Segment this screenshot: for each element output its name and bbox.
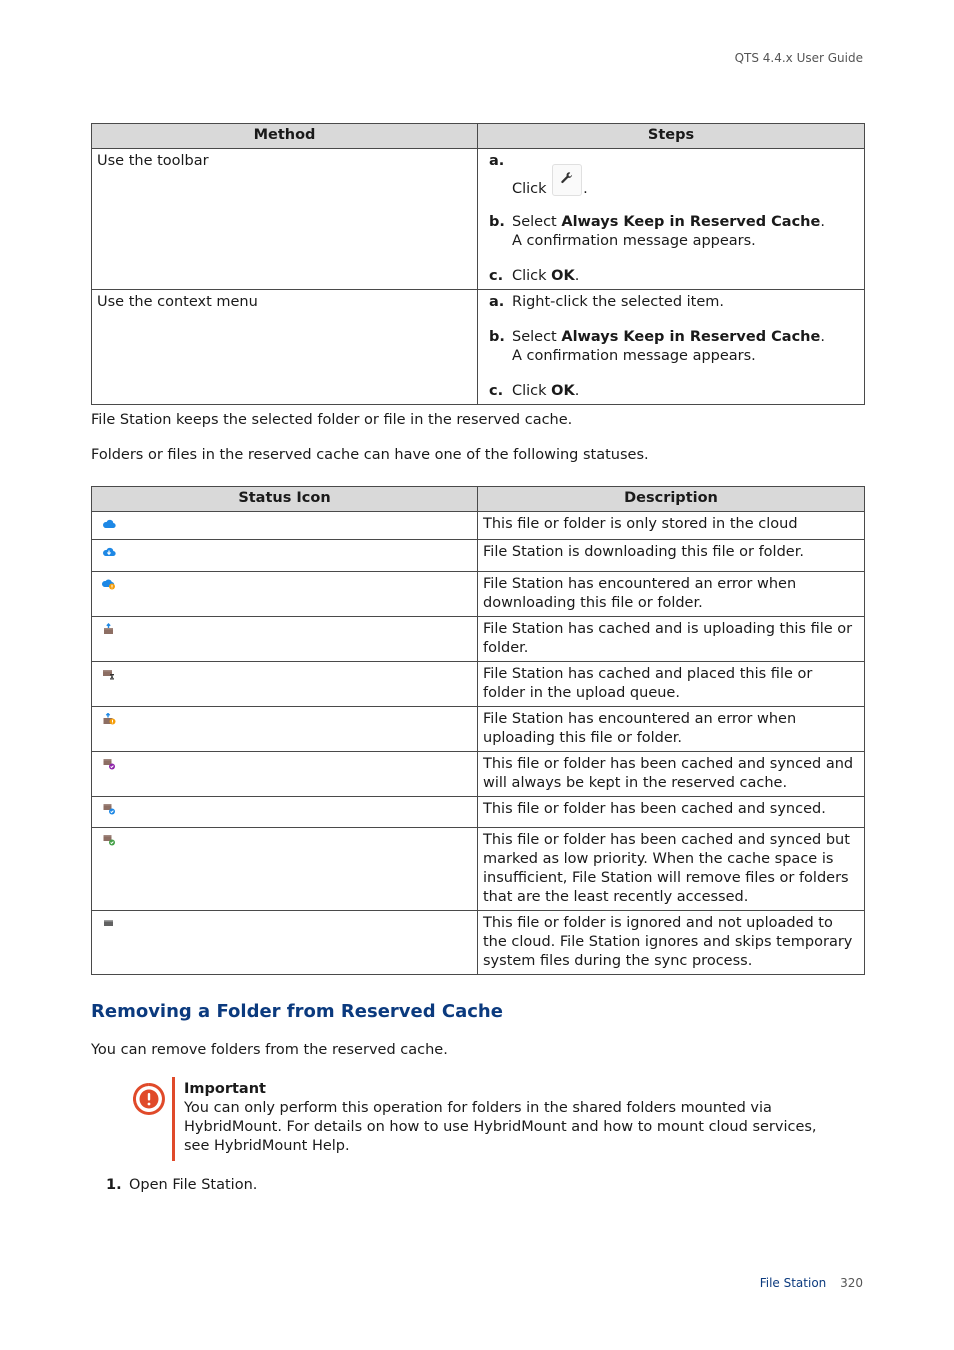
ignored-icon — [102, 917, 116, 929]
step-text: Select — [512, 329, 562, 345]
status-description: This file or folder is only stored in the cloud — [478, 512, 865, 540]
step-text-post: . — [583, 181, 588, 197]
result-paragraph: File Station keeps the selected folder or file in the reserved cache. — [91, 412, 573, 428]
step-text: Click — [512, 268, 552, 284]
step-item — [489, 213, 859, 251]
status-description: This file or folder is ignored and not uploaded to the cloud. File Station ignores and skips temporary system files during the sync process. — [478, 911, 865, 975]
upload-icon — [102, 623, 116, 635]
step-letter: a. — [489, 153, 505, 169]
footer-section-link[interactable]: File Station — [759, 1276, 827, 1290]
table-row — [92, 797, 865, 828]
method-table — [91, 123, 865, 405]
more-actions-button[interactable] — [552, 164, 582, 196]
low-priority-synced-icon — [102, 834, 116, 846]
table-row — [92, 828, 865, 911]
synced-icon — [102, 803, 116, 815]
wrench-icon — [560, 171, 574, 185]
step-bold: Always Keep in Reserved Cache — [561, 214, 821, 230]
step-item — [489, 267, 859, 286]
step-letter: b. — [489, 329, 505, 345]
method-header: Method — [92, 124, 478, 149]
table-row — [92, 911, 865, 975]
table-row — [92, 752, 865, 797]
step-text-post: . — [820, 214, 825, 230]
always-kept-synced-icon — [102, 758, 116, 770]
status-description: File Station has cached and is uploading this file or folder. — [478, 617, 865, 662]
upload-queue-icon — [102, 668, 116, 680]
step-item — [489, 152, 859, 199]
section-intro: You can remove folders from the reserved cache. — [91, 1042, 448, 1058]
step-letter: c. — [489, 268, 504, 284]
guide-title: QTS 4.4.x User Guide — [734, 51, 863, 65]
table-row — [92, 617, 865, 662]
status-icon-header: Status Icon — [92, 487, 478, 512]
table-row — [92, 662, 865, 707]
step-text: Right-click the selected item. — [512, 294, 725, 310]
table-row — [92, 540, 865, 572]
step-text: Click — [512, 181, 547, 197]
method-cell: Use the context menu — [92, 290, 478, 405]
table-row — [92, 290, 865, 405]
status-description: This file or folder has been cached and synced and will always be kept in the reserved cache. — [478, 752, 865, 797]
step-text: Click — [512, 383, 552, 399]
step-text: Open File Station. — [129, 1177, 258, 1193]
description-header: Description — [478, 487, 865, 512]
method-table-wrapper — [91, 123, 864, 405]
status-description: File Station is downloading this file or folder. — [478, 540, 865, 572]
upload-error-icon — [102, 713, 116, 725]
step-item — [489, 293, 859, 312]
table-row — [92, 512, 865, 540]
statuses-paragraph: Folders or files in the reserved cache can have one of the following statuses. — [91, 447, 649, 463]
important-title: Important — [184, 1081, 266, 1097]
steps-header: Steps — [478, 124, 865, 149]
step-letter: b. — [489, 214, 505, 230]
table-row — [92, 149, 865, 290]
method-cell: Use the toolbar — [92, 149, 478, 290]
section-title: Removing a Folder from Reserved Cache — [91, 1001, 503, 1022]
step-note: A confirmation message appears. — [512, 348, 756, 364]
step-bold: Always Keep in Reserved Cache — [561, 329, 821, 345]
step-bold: OK — [551, 383, 575, 399]
step-bold: OK — [551, 268, 575, 284]
callout-accent-bar — [172, 1077, 175, 1161]
status-description: This file or folder has been cached and synced. — [478, 797, 865, 828]
step-note: A confirmation message appears. — [512, 233, 756, 249]
status-table — [91, 486, 865, 975]
step-letter: a. — [489, 294, 505, 310]
step-text: Select — [512, 214, 562, 230]
step-letter: c. — [489, 383, 504, 399]
important-callout — [133, 1077, 823, 1161]
table-row — [92, 572, 865, 617]
step-number: 1. — [106, 1177, 122, 1193]
step-item — [489, 382, 859, 401]
page-number: 320 — [840, 1276, 863, 1290]
cloud-icon — [102, 518, 116, 530]
step-text-post: . — [574, 383, 580, 399]
cloud-download-error-icon — [102, 578, 116, 590]
step-item — [489, 328, 859, 366]
status-description: File Station has encountered an error when uploading this file or folder. — [478, 707, 865, 752]
status-description: This file or folder has been cached and synced but marked as low priority. When the cache space is insufficient, File Station will remove files or folders that are the least recently accessed. — [478, 828, 865, 911]
step-text-post: . — [574, 268, 580, 284]
page-footer — [760, 1276, 863, 1290]
cloud-download-icon — [102, 546, 116, 558]
list-item — [106, 1177, 257, 1193]
step-text-post: . — [820, 329, 825, 345]
important-text: You can only perform this operation for folders in the shared folders mounted via HybridMount. For details on how to use HybridMount and how to mount cloud services, see HybridMount Help. — [184, 1100, 817, 1154]
table-row — [92, 707, 865, 752]
steps-cell — [478, 290, 865, 405]
status-description: File Station has encountered an error when downloading this file or folder. — [478, 572, 865, 617]
important-icon — [133, 1083, 165, 1115]
steps-cell — [478, 149, 865, 290]
status-description: File Station has cached and placed this file or folder in the upload queue. — [478, 662, 865, 707]
status-table-wrapper — [91, 486, 864, 975]
